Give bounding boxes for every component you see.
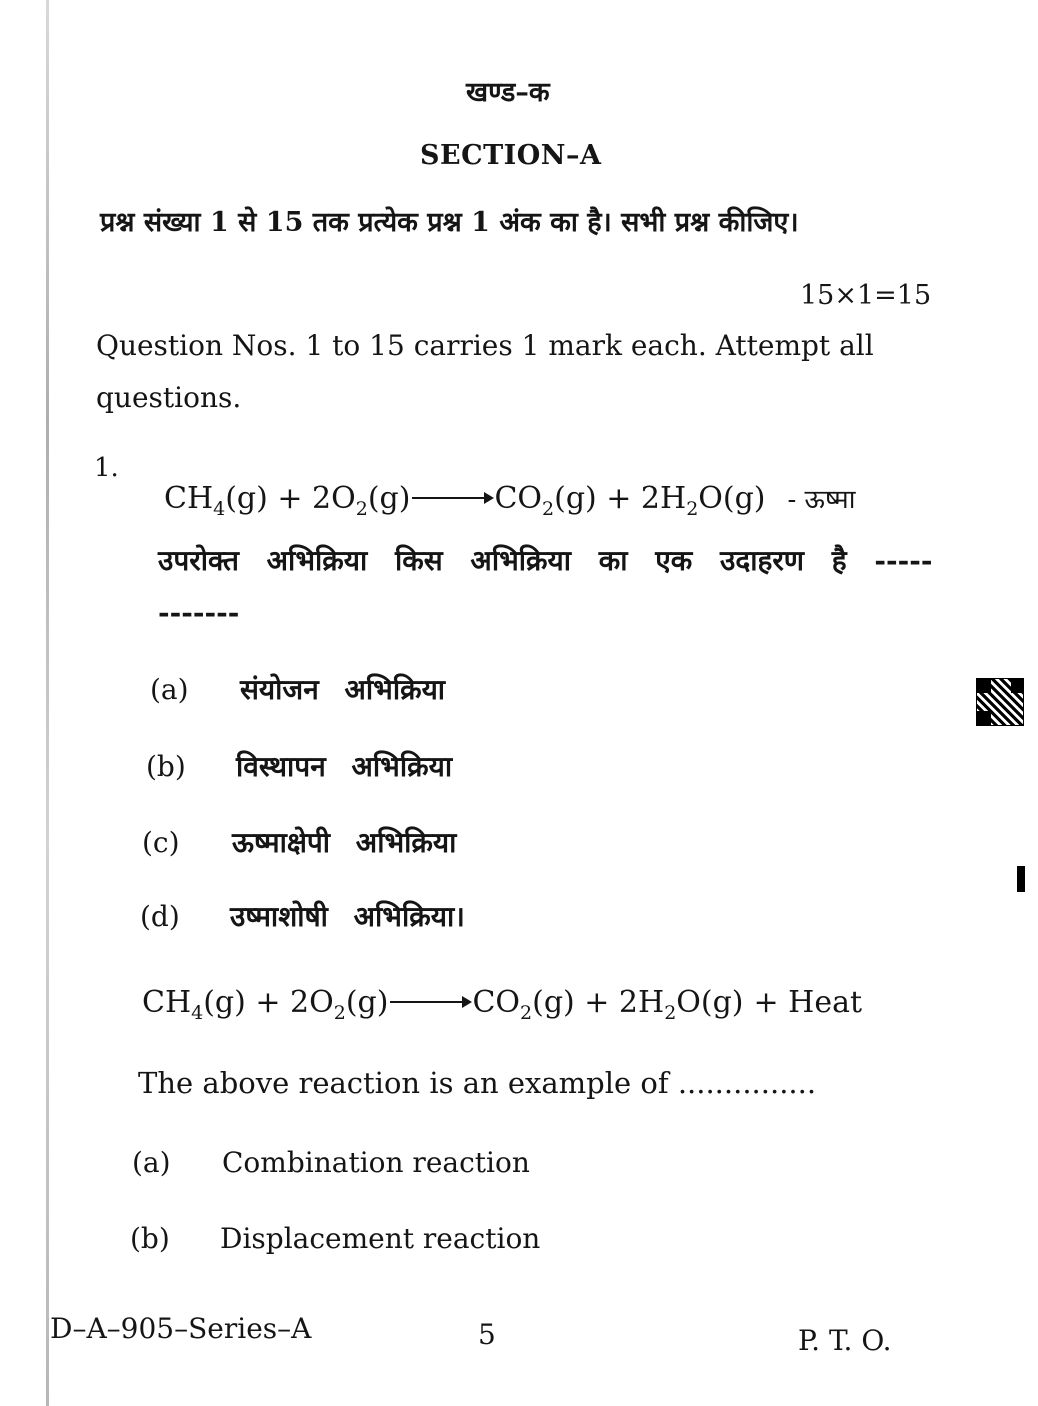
- please-turn-over: P. T. O.: [798, 1324, 892, 1357]
- option-text: Displacement reaction: [220, 1222, 541, 1255]
- option-hindi-b: [146, 747, 452, 785]
- instructions-english: Question Nos. 1 to 15 carries 1 mark each. Attempt all questions.: [96, 329, 874, 414]
- option-label: (c): [142, 826, 180, 859]
- marks-scheme: 15×1=15: [800, 280, 932, 311]
- equation-tail-hindi: - ऊष्मा: [787, 485, 856, 515]
- option-hindi-c: [142, 823, 456, 861]
- page-number: 5: [478, 1318, 496, 1351]
- page-margin-line: [46, 0, 49, 1406]
- reaction-arrow-icon: [390, 1001, 470, 1003]
- chemical-equation-hindi: $CH_4(g) + 2O_2(g)$ $CO_2(g) + 2H_2O(g)$ - ऊष्मा: [164, 481, 856, 520]
- option-english-a: [132, 1146, 530, 1179]
- equation-tail-english: + Heat: [753, 985, 863, 1020]
- option-text: संयोजन अभिक्रिया: [240, 673, 446, 706]
- option-text: Combination reaction: [222, 1146, 530, 1179]
- option-label: (b): [146, 750, 186, 783]
- question-text-english: The above reaction is an example of ...............: [138, 1066, 817, 1100]
- section-title-english: SECTION–A: [420, 140, 602, 171]
- option-text: उष्माशोषी अभिक्रिया।: [230, 900, 465, 933]
- option-label: (b): [130, 1222, 170, 1255]
- option-english-b: [130, 1222, 540, 1255]
- question-text-hindi: उपरोक्त अभिक्रिया किस अभिक्रिया का एक उदाहरण है ------------: [158, 544, 933, 629]
- option-text: ऊष्माक्षेपी अभिक्रिया: [232, 826, 457, 859]
- option-hindi-d: [140, 897, 465, 935]
- question-number: 1.: [94, 453, 119, 483]
- chemical-equation-english: $CH_4(g) + 2O_2(g)$ $CO_2(g) + 2H_2O(g)$ + Heat: [142, 985, 863, 1024]
- instructions-hindi: प्रश्न संख्या 1 से 15 तक प्रत्येक प्रश्न 1 अंक का है। सभी प्रश्न कीजिए।: [100, 207, 799, 238]
- option-label: (a): [132, 1146, 171, 1179]
- option-text: विस्थापन अभिक्रिया: [236, 750, 453, 783]
- option-hindi-a: [150, 670, 445, 708]
- paper-code: D–A–905–Series–A: [50, 1312, 312, 1345]
- section-title-hindi: खण्ड–क: [466, 77, 550, 108]
- option-label: (d): [140, 900, 180, 933]
- qr-code-icon: [976, 678, 1024, 726]
- reaction-arrow-icon: [412, 497, 492, 499]
- option-label: (a): [150, 673, 189, 706]
- scan-mark: [1017, 866, 1025, 892]
